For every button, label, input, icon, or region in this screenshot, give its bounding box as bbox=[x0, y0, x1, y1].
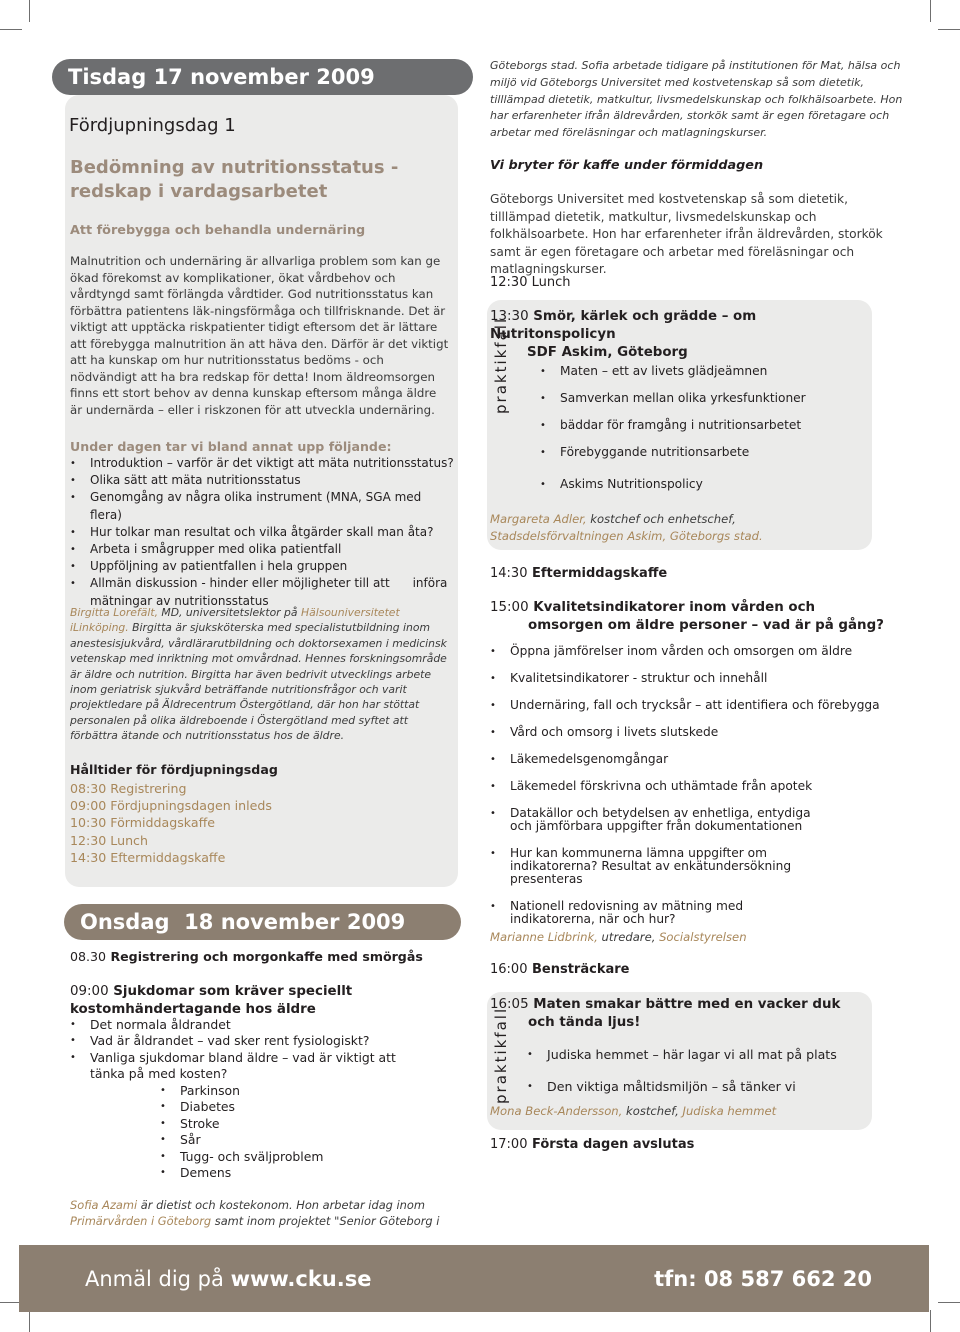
phone-number: tfn: 08 587 662 20 bbox=[654, 1267, 872, 1291]
time-label: 09:00 bbox=[70, 984, 109, 999]
crop-mark bbox=[29, 0, 30, 22]
list-item: • Allmän diskussion - hinder eller möjligheter till att införa mätningar av nutritionsstatus bbox=[70, 575, 455, 609]
crop-mark bbox=[0, 29, 22, 30]
list-item: • Askims Nutritionspolicy bbox=[540, 471, 870, 498]
list-item: • Läkemedelsgenomgångar bbox=[490, 753, 900, 766]
time-label: 08.30 bbox=[70, 949, 107, 964]
session-points bbox=[490, 645, 900, 940]
session-title bbox=[490, 599, 890, 635]
speaker-name: Mona Beck-Andersson, bbox=[490, 1104, 623, 1118]
speaker-org: Socialstyrelsen bbox=[659, 930, 747, 944]
list-item: • Demens bbox=[160, 1165, 323, 1181]
time-label: 16:05 bbox=[490, 997, 529, 1012]
registration-row bbox=[70, 949, 423, 964]
session-title-text: Smör, kärlek och grädde – om Nutritonspolicyn bbox=[490, 309, 757, 342]
list-item: • Nationell redovisning av mätning med indikatorerna, när och hur? bbox=[490, 900, 830, 926]
session-place: SDF Askim, Göteborg bbox=[527, 345, 688, 360]
list-item: • Det normala åldrandet bbox=[70, 1017, 460, 1033]
session-subheading: Att förebygga och behandla undernäring bbox=[70, 223, 366, 238]
list-item: • Samverkan mellan olika yrkesfunktioner bbox=[540, 385, 870, 412]
coffee-pm-label: Eftermiddagskaffe bbox=[527, 566, 668, 581]
speaker-org: Judiska hemmet bbox=[682, 1104, 777, 1118]
list-item: • Diabetes bbox=[160, 1099, 323, 1115]
speaker-name: Marianne Lidbrink, bbox=[490, 930, 598, 944]
list-item: • Kvalitetsindikatorer - struktur och innehåll bbox=[490, 672, 900, 685]
list-item: • Genomgång av några olika instrument (MNA, SGA med flera) bbox=[70, 489, 455, 523]
speaker-bio-continued bbox=[490, 58, 910, 142]
speaker-bio-repeat: Göteborgs Universitet med kostvetenskap så som dietetik, tilllämpad dietetik, matkultur, livsmedelskunskap och folkhälsoarbete. Hon har erfarenheter ifrån äldrevården, storkök samt är egen företagare och arbetar med föreläsningar och matlagningskurser. bbox=[490, 192, 883, 277]
list-item: • Vanliga sjukdomar bland äldre – vad är viktigt att tänka på med kosten? bbox=[70, 1050, 400, 1083]
session-points bbox=[540, 358, 870, 498]
crop-mark bbox=[938, 29, 960, 30]
coffee-pm-row bbox=[490, 566, 667, 581]
crop-mark bbox=[930, 1310, 931, 1332]
crop-mark bbox=[930, 0, 931, 22]
speaker-credit bbox=[490, 511, 870, 544]
lunch-row bbox=[490, 275, 570, 290]
session-title-text: Kvalitetsindikatorer inom vården och omsorgen om äldre personer – vad är på gång? bbox=[528, 600, 884, 633]
list-item: • Hur tolkar man resultat och vilka åtgärder skall man åta? bbox=[70, 524, 455, 541]
schedule-item: 14:30 Eftermiddagskaffe bbox=[70, 849, 226, 865]
disease-list bbox=[160, 1083, 323, 1181]
schedule-heading: Hålltider för fördjupningsdag bbox=[70, 762, 278, 777]
schedule-item: 12:30 Lunch bbox=[70, 832, 148, 848]
topics-list bbox=[70, 455, 455, 610]
list-item: • Förebyggande nutritionsarbete bbox=[540, 439, 870, 466]
list-item: • Sår bbox=[160, 1132, 323, 1148]
stretch-label: Bensträckare bbox=[527, 962, 630, 977]
register-prefix: Anmäl dig på bbox=[85, 1267, 231, 1291]
praktikfall-label: praktikfall bbox=[492, 316, 510, 414]
speaker-name: Sofia Azami bbox=[70, 1198, 138, 1212]
list-item: • Öppna jämförelser inom vården och omsorgen om äldre bbox=[490, 645, 900, 658]
time-label: 16:00 bbox=[490, 962, 528, 977]
list-item: • Introduktion – varför är det viktigt att mäta nutritionsstatus? bbox=[70, 455, 455, 472]
list-item: • Maten – ett av livets glädjeämnen bbox=[540, 358, 870, 385]
speaker-org: Primärvården i Göteborg bbox=[70, 1214, 212, 1228]
time-label: 14:30 bbox=[490, 566, 528, 581]
speaker-text: är dietist och kostekonom. Hon arbetar idag inom bbox=[137, 1198, 425, 1212]
list-item: • Den viktiga måltidsmiljön – så tänker vi bbox=[527, 1071, 857, 1103]
speaker-text: . Sofia arbetade tidigare på institutionen för Mat, hälsa och miljö vid Göteborgs Universitet med kostvetenskap så som dietetik, tilllämpad dietetik, matkultur, livsmedelskunskap och folkhälsoarbete. Hon har erfarenheter ifrån äldrevården, storkök samt är egen företagare och arbetar med föreläsningar och matlagningskurser. bbox=[490, 59, 903, 140]
praktikfall-label: praktikfall bbox=[492, 1006, 510, 1104]
list-item: • Datakällor och betydelsen av enhetliga, entydiga och jämförbara uppgifter från dokumentationen bbox=[490, 807, 820, 833]
register-link[interactable]: www.cku.se bbox=[230, 1267, 372, 1291]
session-points bbox=[70, 1017, 460, 1083]
speaker-name: Birgitta Lorefält, bbox=[70, 606, 158, 619]
speaker-text: Birgitta är sjuksköterska med specialistutbildning inom anestesisjukvård, vårdlärarutbildning och doktorsexamen i medicinsk vetenskap med inriktning mot omvårdnad. Hennes forskningsområde är äldre och nutrition. Birgitta har även bedrivit utvecklings arbete inom geriatrisk sjukvård beträffande nutritionsfrågor och varit projektledare på Äldrecentrum Östergötland, där hon har stöttat personalen på olika äldreboende i Östergötland med syftet att förbättra ätande och nutritionsstatus hos de äldre. bbox=[70, 621, 447, 743]
speaker-name: Margareta Adler, bbox=[490, 512, 587, 526]
speaker-title: MD, universitetslektor på bbox=[158, 606, 301, 619]
list-item: • Hur kan kommunerna lämna uppgifter om indikatorerna? Resultat av enkätundersökning presenteras bbox=[490, 847, 850, 886]
list-item: • Stroke bbox=[160, 1116, 323, 1132]
speaker-org: Stadsdelsförvaltningen Askim, Göteborgs stad. bbox=[490, 528, 763, 543]
time-label: 13:30 bbox=[490, 309, 529, 324]
speaker-role: utredare, bbox=[597, 930, 660, 944]
list-item: • Uppföljning av patientfallen i hela gruppen bbox=[70, 558, 455, 575]
list-item: • Tugg- och sväljproblem bbox=[160, 1149, 323, 1165]
list-item: • Läkemedel förskrivna och uthämtade från apotek bbox=[490, 780, 900, 793]
list-item: • Vård och omsorg i livets slutskede bbox=[490, 726, 900, 739]
schedule-list bbox=[70, 780, 272, 866]
speaker-org: Göteborgs stad bbox=[490, 59, 575, 72]
footer-bar bbox=[19, 1245, 929, 1312]
stretch-row bbox=[490, 962, 629, 977]
schedule-item: 10:30 Förmiddagskaffe bbox=[70, 815, 215, 831]
session-title-text: Maten smakar bättre med en vacker duk och tända ljus! bbox=[528, 997, 841, 1030]
list-item: • Parkinson bbox=[160, 1083, 323, 1099]
crop-mark bbox=[29, 1310, 30, 1332]
list-item: • Undernäring, fall och trycksår – att identifiera och förebygga bbox=[490, 699, 900, 712]
session-title-text: Sjukdomar som kräver speciellt kostomhändertagande hos äldre bbox=[70, 984, 353, 1017]
session-title bbox=[490, 308, 870, 362]
list-item: • bäddar för framgång i nutritionsarbetet bbox=[540, 412, 870, 439]
speaker-role: kostchef och enhetschef, bbox=[586, 512, 736, 526]
list-item: • Judiska hemmet – här lagar vi all mat på plats bbox=[527, 1039, 857, 1071]
intro-paragraph: Malnutrition och undernäring är allvarliga problem som kan ge ökad förekomst av komplikationer, ökat vårdbehov och vårdtyngd samt förlängda vårdtider. God nutritionsstatus kan förbättra patientens läk-ningsförmåga och tillfrisknande. Det är viktigt att upptäcka riskpatienter tidigt eftersom det är lättare att förebygga malnutrition än att häva den. Därför är det viktigt att ha kunskap om hur nutritionsstatus bedöms - och nödvändigt att ha bra redskap för detta! Inom äldreomsorgen finns ett stort behov av denna kunskap eftersom många äldre är undernärda – eller i riskzonen för att utveckla undernäring. bbox=[70, 254, 449, 417]
tuesday-banner: Tisdag 17 november 2009 bbox=[52, 59, 473, 95]
list-item: • Arbeta i smågrupper med olika patientfall bbox=[70, 541, 455, 558]
time-label: 15:00 bbox=[490, 600, 529, 615]
list-item: • Vad är åldrandet – vad sker rent fysiologiskt? bbox=[70, 1033, 460, 1049]
register-text bbox=[85, 1267, 371, 1291]
session-heading: Bedömning av nutritionsstatus - redskap i vardagsarbetet bbox=[70, 157, 399, 202]
fordjupning-title: Fördjupningsdag 1 bbox=[69, 115, 236, 136]
session-title bbox=[490, 996, 870, 1032]
time-label: 17:00 bbox=[490, 1137, 528, 1152]
end-row bbox=[490, 1137, 694, 1152]
schedule-item: 08:30 Registrering bbox=[70, 781, 187, 796]
end-label: Första dagen avslutas bbox=[527, 1137, 695, 1152]
session-points bbox=[527, 1039, 857, 1103]
session-title bbox=[70, 983, 450, 1019]
speaker-org: Hälsouniversitetet iLinköping. bbox=[70, 606, 400, 635]
topics-heading: Under dagen tar vi bland annat upp följande: bbox=[70, 439, 392, 454]
speaker-role: kostchef, bbox=[622, 1104, 683, 1118]
coffee-break-note: Vi bryter för kaffe under förmiddagen bbox=[490, 158, 764, 173]
speaker-credit bbox=[490, 1104, 776, 1118]
time-label: 12:30 bbox=[490, 275, 528, 290]
lunch-label: Lunch bbox=[527, 275, 571, 290]
crop-mark bbox=[938, 1302, 960, 1303]
list-item: • Olika sätt att mäta nutritionsstatus bbox=[70, 472, 455, 489]
registration-text: Registrering och morgonkaffe med smörgås bbox=[106, 949, 423, 964]
speaker-bio bbox=[70, 1197, 450, 1229]
wednesday-banner: Onsdag 18 november 2009 bbox=[64, 904, 461, 940]
speaker-text: samt inom projektet "Senior Göteborg i bbox=[211, 1214, 440, 1228]
speaker-bio bbox=[70, 605, 450, 744]
schedule-item: 09:00 Fördjupningsdagen inleds bbox=[70, 798, 272, 814]
speaker-credit bbox=[490, 930, 747, 944]
